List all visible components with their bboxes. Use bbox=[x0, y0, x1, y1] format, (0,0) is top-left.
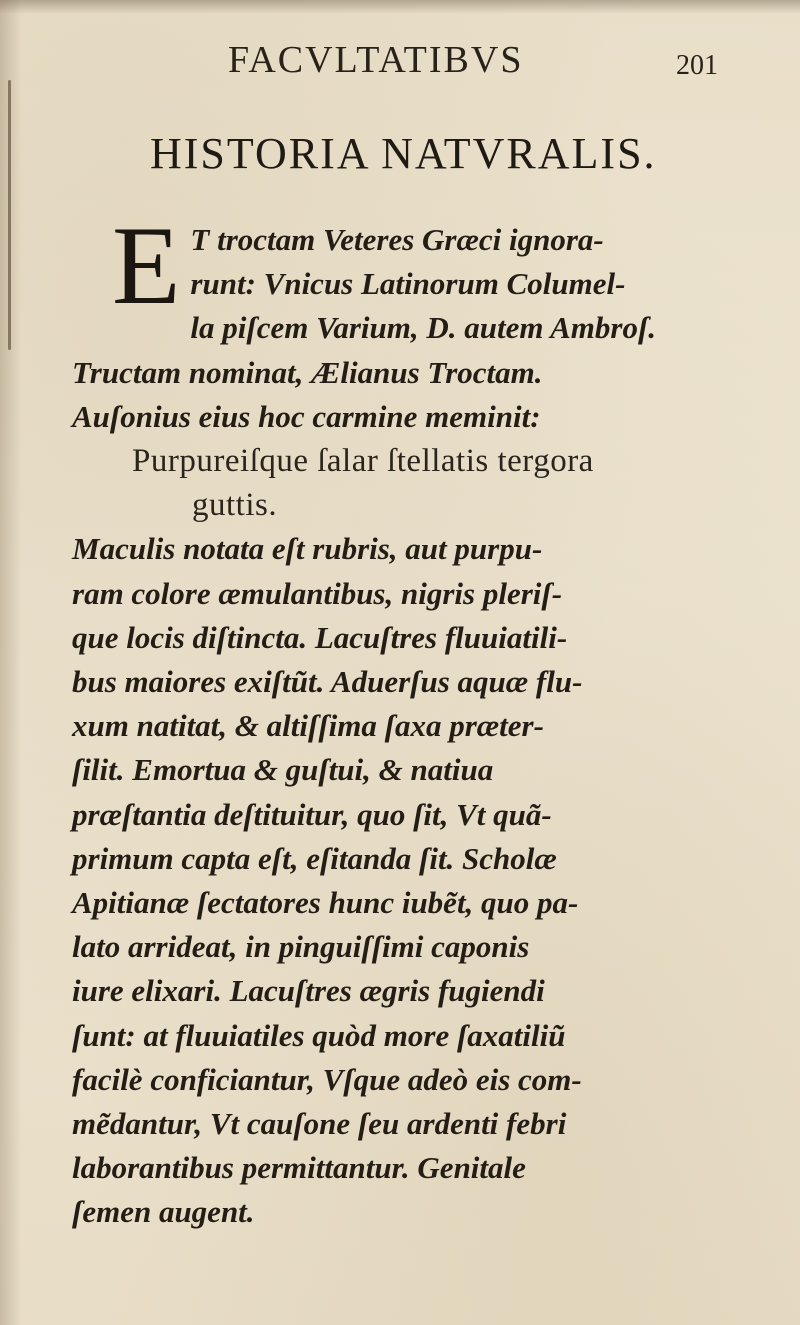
binding-thread bbox=[8, 80, 11, 350]
body-text bbox=[72, 204, 712, 1235]
text-line: ſunt: at fluuiatiles quòd more ſaxatiliũ bbox=[72, 1017, 566, 1053]
text-line: xum natitat, & altiſſima ſaxa præter- bbox=[72, 708, 544, 744]
text-line: ſilit. Emortua & guſtui, & natiua bbox=[72, 752, 494, 788]
text-line: Auſonius eius hoc carmine meminit: bbox=[72, 398, 541, 434]
verse-line: guttis. bbox=[192, 487, 278, 524]
text-line: mẽdantur, Vt cauſone ſeu ardenti febri bbox=[72, 1106, 567, 1142]
text-line: bus maiores exiſtũt. Aduerſus aquæ flu- bbox=[72, 664, 583, 700]
text-line: Apitianæ ſectatores hunc iubẽt, quo pa- bbox=[72, 885, 579, 921]
drop-cap: E bbox=[112, 204, 181, 328]
page-top-edge bbox=[0, 0, 800, 14]
text-line: lato arrideat, in pinguiſſimi caponis bbox=[72, 929, 530, 965]
running-head: FACVLTATIBVS bbox=[228, 39, 524, 81]
text-line: facilè conficiantur, Vſque adeò eis com- bbox=[72, 1061, 582, 1097]
text-line: ram colore æmulantibus, nigris pleriſ- bbox=[72, 575, 563, 611]
text-line: T troctam Veteres Græci ignora- bbox=[190, 222, 604, 257]
text-line: la piſcem Varium, D. autem Ambroſ. bbox=[190, 310, 657, 346]
section-title: HISTORIA NATVRALIS. bbox=[150, 129, 657, 178]
text-line: primum capta eſt, eſitanda ſit. Scholæ bbox=[72, 840, 557, 876]
verse-line: Purpureiſque ſalar ſtellatis tergora bbox=[132, 443, 594, 480]
binding-shadow bbox=[0, 0, 22, 1325]
text-line: que locis diſtincta. Lacuſtres fluuiatili- bbox=[72, 619, 568, 655]
text-line: præſtantia deſtituitur, quo ſit, Vt quã- bbox=[72, 796, 552, 832]
text-line: ſemen augent. bbox=[72, 1194, 255, 1230]
text-line: Tructam nominat, Ælianus Troctam. bbox=[72, 354, 543, 390]
text-line: laborantibus permittantur. Genitale bbox=[72, 1150, 526, 1186]
text-line: Maculis notata eſt rubris, aut purpu- bbox=[72, 531, 543, 567]
text-line: iure elixari. Lacuſtres ægris fugiendi bbox=[72, 973, 545, 1009]
text-line: runt: Vnicus Latinorum Columel- bbox=[190, 266, 626, 302]
page-number: 201 bbox=[676, 50, 718, 81]
